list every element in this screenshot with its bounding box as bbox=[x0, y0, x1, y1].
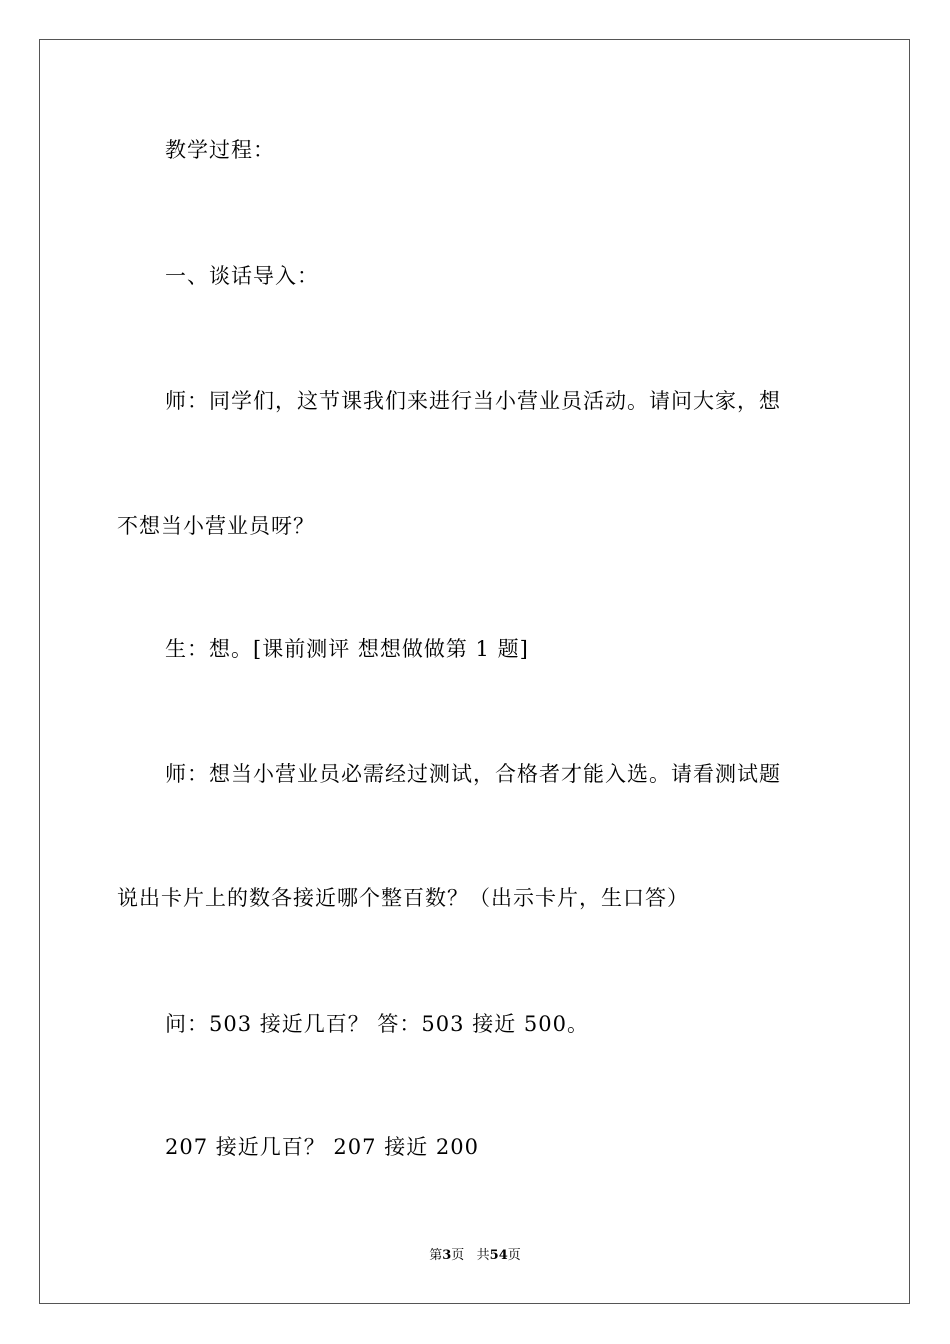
paragraph-teaching-process: 教学过程： bbox=[165, 138, 275, 162]
footer-total-pages: 54 bbox=[489, 1248, 508, 1263]
footer-prefix: 第 bbox=[429, 1248, 443, 1263]
paragraph-teacher-line-2: 不想当小营业员呀？ bbox=[117, 514, 315, 538]
paragraph-question-503: 问：503 接近几百？ 答：503 接近 500。 bbox=[165, 1012, 589, 1036]
footer-suffix: 页 bbox=[507, 1248, 521, 1263]
paragraph-teacher-test-1: 师：想当小营业员必需经过测试，合格者才能入选。请看测试题 bbox=[165, 762, 781, 786]
footer-page-number: 3 bbox=[442, 1248, 452, 1263]
footer-mid: 页 共 bbox=[451, 1248, 490, 1263]
page-border bbox=[39, 39, 910, 1304]
paragraph-section-intro: 一、谈话导入： bbox=[165, 264, 319, 288]
paragraph-teacher-line-1: 师：同学们，这节课我们来进行当小营业员活动。请问大家，想 bbox=[165, 389, 781, 413]
paragraph-question-207: 207 接近几百？ 207 接近 200 bbox=[165, 1135, 479, 1159]
page-footer bbox=[0, 1247, 950, 1265]
paragraph-teacher-test-2: 说出卡片上的数各接近哪个整百数？（出示卡片，生口答） bbox=[117, 886, 689, 910]
paragraph-student-answer: 生：想。[课前测评 想想做做第 1 题] bbox=[165, 637, 529, 661]
